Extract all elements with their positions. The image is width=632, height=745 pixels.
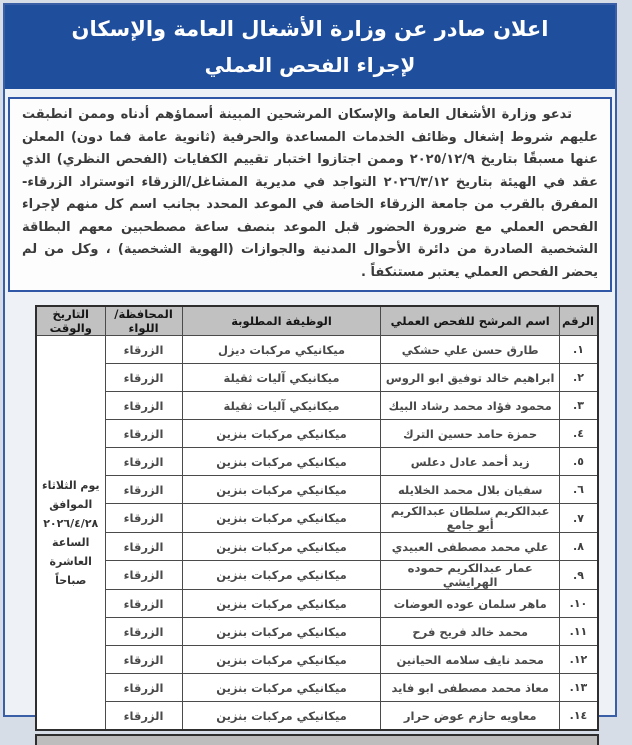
table-row <box>36 702 598 731</box>
row-number: ١٠. <box>559 590 598 618</box>
announcement-banner <box>5 5 615 89</box>
header-number: الرقم <box>559 306 598 336</box>
governorate: الزرقاء <box>105 364 182 392</box>
candidate-name: عبدالكريم سلطان عبدالكريم أبو جامع <box>381 504 560 533</box>
candidate-name: سفيان بلال محمد الخلايله <box>381 476 560 504</box>
candidate-name: محمد خالد فريح فرح <box>381 618 560 646</box>
header-datetime: التاريخ والوقت <box>36 306 105 336</box>
candidate-name: حمزة حامد حسين الترك <box>381 420 560 448</box>
candidate-name: ماهر سلمان عوده العوضات <box>381 590 560 618</box>
datetime-cell <box>36 336 105 731</box>
job-title: ميكانيكي مركبات بنزين <box>182 504 381 533</box>
job-title: ميكانيكي مركبات بنزين <box>182 533 381 561</box>
row-number: ١٢. <box>559 646 598 674</box>
job-title: ميكانيكي مركبات بنزين <box>182 448 381 476</box>
governorate: الزرقاء <box>105 674 182 702</box>
candidate-name: طارق حسن علي حشكي <box>381 336 560 364</box>
datetime-hour: الساعة العاشرة <box>49 535 92 568</box>
governorate: الزرقاء <box>105 476 182 504</box>
banner-title-line2: لإجراء الفحص العملي <box>204 53 416 77</box>
candidate-name: زيد أحمد عادل دعلس <box>381 448 560 476</box>
datetime-period: صباحاً <box>55 573 87 587</box>
header-candidate-name: اسم المرشح للفحص العملي <box>381 306 560 336</box>
governorate: الزرقاء <box>105 533 182 561</box>
table-row <box>36 392 598 420</box>
table-row <box>36 618 598 646</box>
candidates-table <box>35 305 599 731</box>
row-number: ٩. <box>559 561 598 590</box>
intro-paragraph: تدعو وزارة الأشغال العامة والإسكان المرشحين المبينة أسماؤهم أدناه وممن انطبقت عليهم شروط إشغال وظائف الخدمات المساعدة والحرفية (ثانوية عامة فما دون) المعلن عنها مسبقًا بتاريخ ٢٠٢٥/١٢/٩ وممن اجتازوا اختبار تقييم الكفايات (الفحص النظري) الذي عقد في الهيئة بتاريخ ٢٠٢٦/٣/١٢ التواجد في مديرية المشاغل/الزرقاء اتوستراد الزرقاء-المفرق بالقرب من جامعة الزرقاء الخاصة في الموعد المحدد بجانب اسم كل منهم لإجراء الفحص العملي مع ضرورة الحضور قبل الموعد بنصف ساعة مصطحبين معهم البطاقة الشخصية الصادرة من دائرة الأحوال المدنية والجوازات (الهوية الشخصية) ، وكل من لم يحضر الفحص العملي يعتبر مستنكفاً . <box>22 107 599 280</box>
datetime-word: الموافق <box>49 497 93 511</box>
intro-box <box>8 97 612 292</box>
row-number: ١٣. <box>559 674 598 702</box>
job-title: ميكانيكي مركبات بنزين <box>182 476 381 504</box>
datetime-date: ٢٠٢٦/٤/٢٨ <box>43 516 99 530</box>
governorate: الزرقاء <box>105 702 182 731</box>
table-row <box>36 448 598 476</box>
table-row <box>36 336 598 364</box>
job-title: ميكانيكي مركبات ديزل <box>182 336 381 364</box>
row-number: ١٤. <box>559 702 598 731</box>
candidate-name: علي محمد مصطفى العبيدي <box>381 533 560 561</box>
table-row <box>36 533 598 561</box>
header-job: الوظيفة المطلوبة <box>182 306 381 336</box>
governorate: الزرقاء <box>105 448 182 476</box>
governorate: الزرقاء <box>105 561 182 590</box>
governorate: الزرقاء <box>105 336 182 364</box>
table-row <box>36 646 598 674</box>
job-title: ميكانيكي آليات ثقيلة <box>182 364 381 392</box>
candidate-name: محمود فؤاد محمد رشاد البيك <box>381 392 560 420</box>
job-title: ميكانيكي مركبات بنزين <box>182 618 381 646</box>
candidate-name: محمد نايف سلامه الحيانين <box>381 646 560 674</box>
job-title: ميكانيكي مركبات بنزين <box>182 702 381 731</box>
table-row <box>36 476 598 504</box>
row-number: ٤. <box>559 420 598 448</box>
job-title: ميكانيكي مركبات بنزين <box>182 420 381 448</box>
next-section-cutoff-strip <box>35 734 599 745</box>
candidate-name: عمار عبدالكريم حموده الهرايشي <box>381 561 560 590</box>
table-row <box>36 420 598 448</box>
candidate-name: معاذ محمد مصطفى ابو فايد <box>381 674 560 702</box>
governorate: الزرقاء <box>105 392 182 420</box>
governorate: الزرقاء <box>105 590 182 618</box>
job-title: ميكانيكي مركبات بنزين <box>182 646 381 674</box>
table-header-row <box>36 306 598 336</box>
row-number: ٥. <box>559 448 598 476</box>
candidates-table-area <box>35 305 599 745</box>
row-number: ٦. <box>559 476 598 504</box>
document-frame <box>3 3 617 723</box>
datetime-day: يوم الثلاثاء <box>41 478 100 492</box>
governorate: الزرقاء <box>105 504 182 533</box>
candidate-name: ابراهيم خالد توفيق ابو الروس <box>381 364 560 392</box>
table-row <box>36 504 598 533</box>
row-number: ٨. <box>559 533 598 561</box>
job-title: ميكانيكي مركبات بنزين <box>182 674 381 702</box>
job-title: ميكانيكي آليات ثقيلة <box>182 392 381 420</box>
banner-title-line1: اعلان صادر عن وزارة الأشغال العامة والإسكان <box>71 17 549 41</box>
table-row <box>36 590 598 618</box>
job-title: ميكانيكي مركبات بنزين <box>182 590 381 618</box>
row-number: ٧. <box>559 504 598 533</box>
candidate-name: معاويه حازم عوض حرار <box>381 702 560 731</box>
job-title: ميكانيكي مركبات بنزين <box>182 561 381 590</box>
row-number: ١١. <box>559 618 598 646</box>
table-row <box>36 561 598 590</box>
header-governorate: المحافظة/اللواء <box>105 306 182 336</box>
row-number: ٣. <box>559 392 598 420</box>
row-number: ٢. <box>559 364 598 392</box>
row-number: ١. <box>559 336 598 364</box>
governorate: الزرقاء <box>105 618 182 646</box>
governorate: الزرقاء <box>105 420 182 448</box>
governorate: الزرقاء <box>105 646 182 674</box>
table-row <box>36 674 598 702</box>
table-row <box>36 364 598 392</box>
